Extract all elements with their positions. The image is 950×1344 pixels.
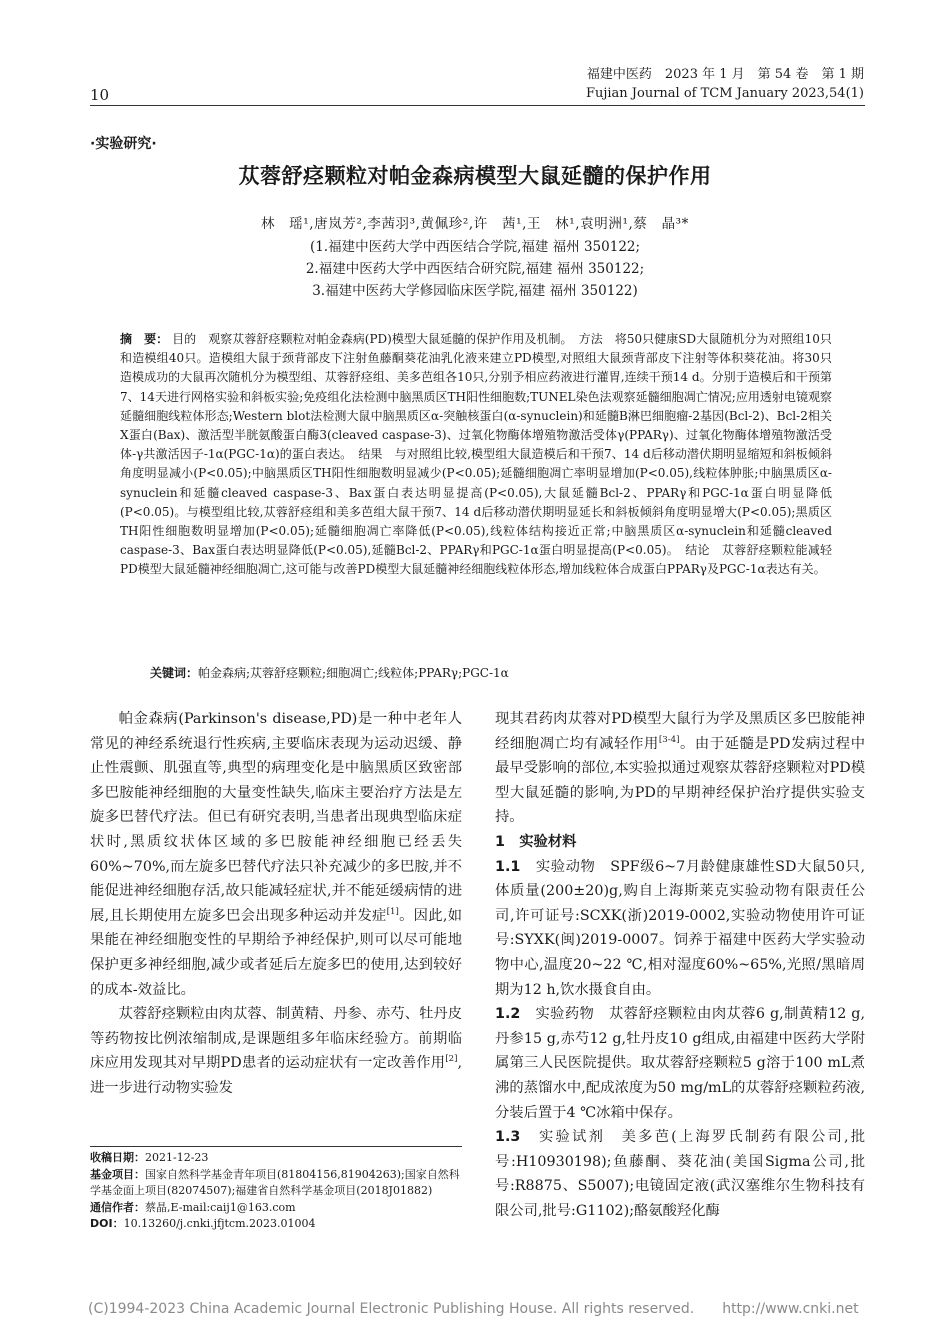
affiliation-3: 3.福建中医药大学修园临床医学院,福建 福州 350122) [312,283,638,299]
footnote [90,1150,462,1233]
keywords-label: 关键词： [150,666,199,680]
right-column [495,707,865,1223]
heading-materials: 1 实验材料 [495,833,577,850]
objective-label: 目的 [172,332,197,346]
left-column [90,707,462,1101]
section-1-1: 1.1 实验动物 SPF级6~7月龄健康雄性SD大鼠50只,体质量(200±20)g,购自上海斯莱克实验动物有限责任公司,许可证号:SCXK(浙)2019-0002,实验动物使用许可证号:SYXK(闽)2019-0007。饲养于福建中医药大学实验动物中心,温度20~22 ℃,相对湿度60%~65%,光照/黑暗周期为12 h,饮水摄食自由。 [495,858,866,998]
conclusion-label: 结论 [685,543,710,558]
page-number: 10 [90,86,110,104]
abstract [120,330,832,580]
received-date: 收稿日期：2021-12-23 [90,1151,209,1164]
keywords [150,664,840,683]
ref-1[interactable]: [1] [386,906,399,917]
keywords-text: 帕金森病;苁蓉舒痉颗粒;细胞凋亡;线粒体;PPARγ;PGC-1α [198,666,509,680]
corresponding-author: 通信作者：蔡晶,E-mail:caij1@163.com [90,1200,296,1214]
section-1-2: 1.2 实验药物 苁蓉舒痉颗粒由肉苁蓉6 g,制黄精12 g,丹参15 g,赤芍12 g,牡丹皮10 g组成,由福建中医药大学附属第三人民医院提供。取苁蓉舒痉颗粒5 g溶于100 mL煮沸的蒸馏水中,配成浓度为50 mg/mL的苁蓉舒痉颗粒药液,分装后置于4 ℃冰箱中保存。 [495,1006,866,1121]
footnote-rule [90,1146,462,1147]
section-1-3: 1.3 实验试剂 美多芭(上海罗氏制药有限公司,批号:H10930198);鱼藤酮、葵花油(美国Sigma公司,批号:R8875、S5007);电镜固定液(武汉塞维尔生物科技有限公司,批号:G1102);酪氨酸羟化酶 [495,1129,866,1219]
method-text: 将50只健康SD大鼠随机分为对照组10只和造模组40只。造模组大鼠于颈背部皮下注射鱼藤酮葵花油乳化液来建立PD模型,对照组大鼠颈背部皮下注射等体积葵花油。将30只造模成功的大鼠再次随机分为模型组、苁蓉舒痉组、美多芭组各10只,分别予相应药液进行灌胃,连续干预14 d。分别于造模后和干预第7、14天进行网格实验和斜板实验;免疫组化法检测中脑黑质区TH阳性细胞数;TUNEL染色法观察延髓细胞凋亡情况;应用透射电镜观察延髓细胞线粒体形态;Western blot法检测大鼠中脑黑质区α-突触核蛋白(α-synuclein)和延髓B淋巴细胞瘤-2基因(Bcl-2)、Bcl-2相关X蛋白(Bax)、激活型半胱氨酸蛋白酶3(cleaved caspase-3)、过氧化物酶体增殖物激活受体γ(PPARγ)、过氧化物酶体增殖物激活受体-γ共激活因子-1α(PGC-1α)的蛋白表达。 [120,332,832,462]
article-title: 苁蓉舒痉颗粒对帕金森病模型大鼠延髓的保护作用 [238,164,712,188]
ref-2[interactable]: [2] [445,1054,458,1065]
affiliation-1: (1.福建中医药大学中西医结合学院,福建 福州 350122; [309,239,641,255]
intro-paragraph-1: 帕金森病(Parkinson's disease,PD)是一种中老年人常见的神经系统退行性疾病,主要临床表现为运动迟缓、静止性震颤、肌强直等,典型的病理变化是中脑黑质区致密部多巴胺能神经细胞的大量变性缺失,临床主要治疗方法是左旋多巴替代疗法。但已有研究表明,当患者出现典型临床症状时,黑质纹状体区域的多巴胺能神经细胞已经丢失60%~70%,而左旋多巴替代疗法只补充减少的多巴胺,并不能促进神经细胞存活,故只能减轻症状,并不能延缓病情的进展,且长期使用左旋多巴会出现多种运动并发症[1]。因此,如果能在神经细胞变性的早期给予神经保护,则可以尽可能地保护更多神经细胞,减少或者延后左旋多巴的使用,达到较好的成本-效益比。 [90,711,462,998]
fund-info: 基金项目：国家自然科学基金青年项目(81804156,81904263);国家自然科学基金面上项目(82074507);福建省自然科学基金项目(2018J01882) [90,1167,460,1197]
abstract-label: 摘 要： [120,332,169,346]
intro-paragraph-2: 苁蓉舒痉颗粒由肉苁蓉、制黄精、丹参、赤芍、牡丹皮等药物按比例浓缩制成,是课题组多年临床经验方。前期临床应用发现其对早期PD患者的运动症状有一定改善作用[2],进一步进行动物实验发 [90,1006,462,1096]
result-text: 与对照组比较,模型组大鼠造模后和干预7、14 d后移动潜伏期明显缩短和斜板倾斜角度明显减小(P<0.05);中脑黑质区TH阳性细胞数明显减少(P<0.05);延髓细胞凋亡率明显增加(P<0.05),线粒体肿胀;中脑黑质区α-synuclein和延髓cleaved caspase-3、Bax蛋白表达明显提高(P<0.05),大鼠延髓Bcl-2、PPARγ和PGC-1α蛋白明显降低(P<0.05)。与模型组比较,苁蓉舒痉组和美多芭组大鼠干预7、14 d后移动潜伏期明显延长和斜板倾斜角度明显增大(P<0.05);黑质区TH阳性细胞数明显增加(P<0.05);延髓细胞凋亡率降低(P<0.05),线粒体结构接近正常;中脑黑质区α-synuclein和延髓cleaved caspase-3、Bax蛋白表达明显降低(P<0.05),延髓Bcl-2、PPARγ和PGC-1α蛋白明显提高(P<0.05)。 [120,447,832,558]
intro-paragraph-3: 现其君药肉苁蓉对PD模型大鼠行为学及黑质区多巴胺能神经细胞凋亡均有减轻作用[3-4]。由于延髓是PD发病过程中最早受影响的部位,本实验拟通过观察苁蓉舒痉颗粒对PD模型大鼠延髓的影响,为PD的早期神经保护治疗提供实验支持。 [495,711,865,826]
conclusion-text: 苁蓉舒痉颗粒能减轻PD模型大鼠延髓神经细胞凋亡,这可能与改善PD模型大鼠延髓神经细胞线粒体形态,增加线粒体合成蛋白PPARγ及PGC-1α表达有关。 [120,543,832,577]
header-rule [90,105,865,106]
affiliation-2: 2.福建中医药大学中西医结合研究院,福建 福州 350122; [305,261,645,277]
result-label: 结果 [358,447,383,462]
journal-header-cn: 福建中医药 2023 年 1 月 第 54 卷 第 1 期 [586,67,864,82]
copyright-notice: (C)1994-2023 China Academic Journal Electronic Publishing House. All rights reserved. http://www.cnki.net [88,1301,859,1317]
doi: DOI：10.13260/j.cnki.jfjtcm.2023.01004 [90,1217,316,1230]
method-label: 方法 [578,332,603,346]
ref-3-4[interactable]: [3-4] [658,734,680,745]
section-label: ·实验研究· [90,136,157,152]
objective-text: 观察苁蓉舒痉颗粒对帕金森病(PD)模型大鼠延髓的保护作用及机制。 [208,332,567,346]
author-list: 林 瑶¹,唐岚芳²,李茜羽³,黄佩珍²,许 茜¹,王 林¹,袁明洲¹,蔡 晶³* [260,216,690,232]
journal-header-en: Fujian Journal of TCM January 2023,54(1) [585,86,864,101]
